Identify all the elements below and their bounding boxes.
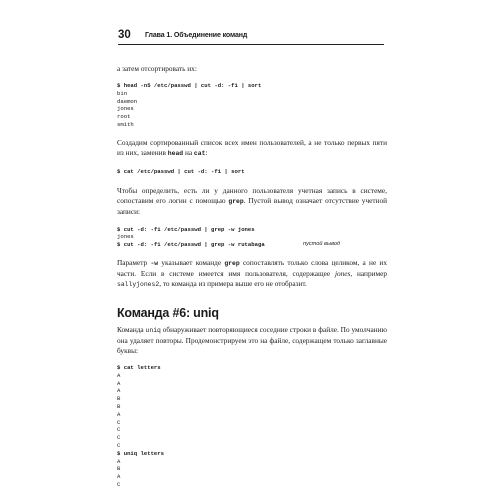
code-output-line: root <box>117 113 131 121</box>
code-output-line: C <box>117 480 121 488</box>
inline-code: uniq <box>145 326 161 334</box>
code-command-with-note <box>117 241 387 249</box>
paragraph-w-option <box>117 258 387 290</box>
code-output-line: B <box>117 465 121 473</box>
inline-code: -w <box>150 259 159 267</box>
code-block-grep <box>117 226 387 249</box>
page-content <box>117 62 387 489</box>
code-output-line: A <box>117 473 121 481</box>
empty-output-note: пустой вывод <box>303 241 341 248</box>
text-fragment: Чтобы определить, есть ли у данного пользователя учетная запись в системе, сопоставим его логин с помощью <box>117 185 387 205</box>
chapter-title: Глава 1. Объединение команд <box>145 32 248 39</box>
text-fragment: на <box>183 147 194 157</box>
code-output-line: A <box>117 410 121 418</box>
text-fragment: : <box>205 147 208 157</box>
code-block-uniq <box>117 364 387 489</box>
code-command: $ head -n5 /etc/passwd | cut -d: -f1 | sort <box>117 82 262 89</box>
code-output-line: A <box>117 457 121 465</box>
paragraph-uniq <box>117 325 387 356</box>
text-fragment: сопоставлять только слова целиком, а не их части. Если в системе имеется имя пользователя, содержащее <box>117 257 387 278</box>
text-fragment: , например <box>350 268 387 278</box>
italic-text: jones <box>334 268 351 278</box>
intro-paragraph: а затем отсортировать их: <box>117 64 197 73</box>
code-output-line: daemon <box>117 97 138 105</box>
text-fragment: Команда <box>117 324 146 334</box>
code-output-line: jones <box>117 105 134 113</box>
code-command: $ cut -d: -f1 /etc/passwd | grep -w jones <box>117 225 255 233</box>
code-command: $ cut -d: -f1 /etc/passwd | grep -w rutabaga <box>117 241 265 249</box>
code-output-line: jones <box>117 233 134 241</box>
code-output-line: B <box>117 402 121 410</box>
code-output-line: A <box>117 387 121 395</box>
text-fragment: Параметр <box>117 257 151 267</box>
inline-code: cat <box>193 149 206 157</box>
text-fragment: указывает команде <box>158 257 225 267</box>
code-block-head <box>117 82 387 129</box>
code-command: $ cat /etc/passwd | cut -d: -f1 | sort <box>117 167 245 175</box>
code-output-line: A <box>117 379 121 387</box>
code-output-line: bin <box>117 89 128 97</box>
page-header <box>118 28 384 45</box>
code-output-line: C <box>117 434 121 442</box>
inline-code: grep <box>224 259 240 267</box>
inline-code: grep <box>228 197 244 205</box>
code-block-cat <box>117 168 387 176</box>
code-command: $ cat letters <box>117 363 161 371</box>
section-heading: Команда #6: uniq <box>117 305 219 320</box>
code-output-line: smith <box>117 120 134 128</box>
page-number: 30 <box>118 29 131 41</box>
code-command: $ uniq letters <box>117 449 164 457</box>
inline-code: sallyjones2 <box>117 280 160 288</box>
text-fragment: обнаруживает повторяющиеся соседние строки в файле. По умолчанию она удаляет повторы. Продемонстрируем это на файле, содержащем только заглавные буквы: <box>117 324 387 355</box>
text-fragment: Создадим сортированный список всех имен пользователей, а не только первых пяти из них, заменив <box>117 137 387 157</box>
text-fragment: , то команда из примера выше его не отобразит. <box>159 278 307 288</box>
text-fragment: . Пустой вывод означает отсутствие учетной записи: <box>117 195 387 216</box>
code-output-line: B <box>117 395 121 403</box>
code-output-line: C <box>117 418 121 426</box>
paragraph-grep <box>117 186 387 217</box>
paragraph-cat <box>117 138 387 159</box>
inline-code: head <box>167 149 184 157</box>
code-output-line: C <box>117 441 121 449</box>
code-output-line: A <box>117 371 121 379</box>
code-output-line: C <box>117 426 121 434</box>
